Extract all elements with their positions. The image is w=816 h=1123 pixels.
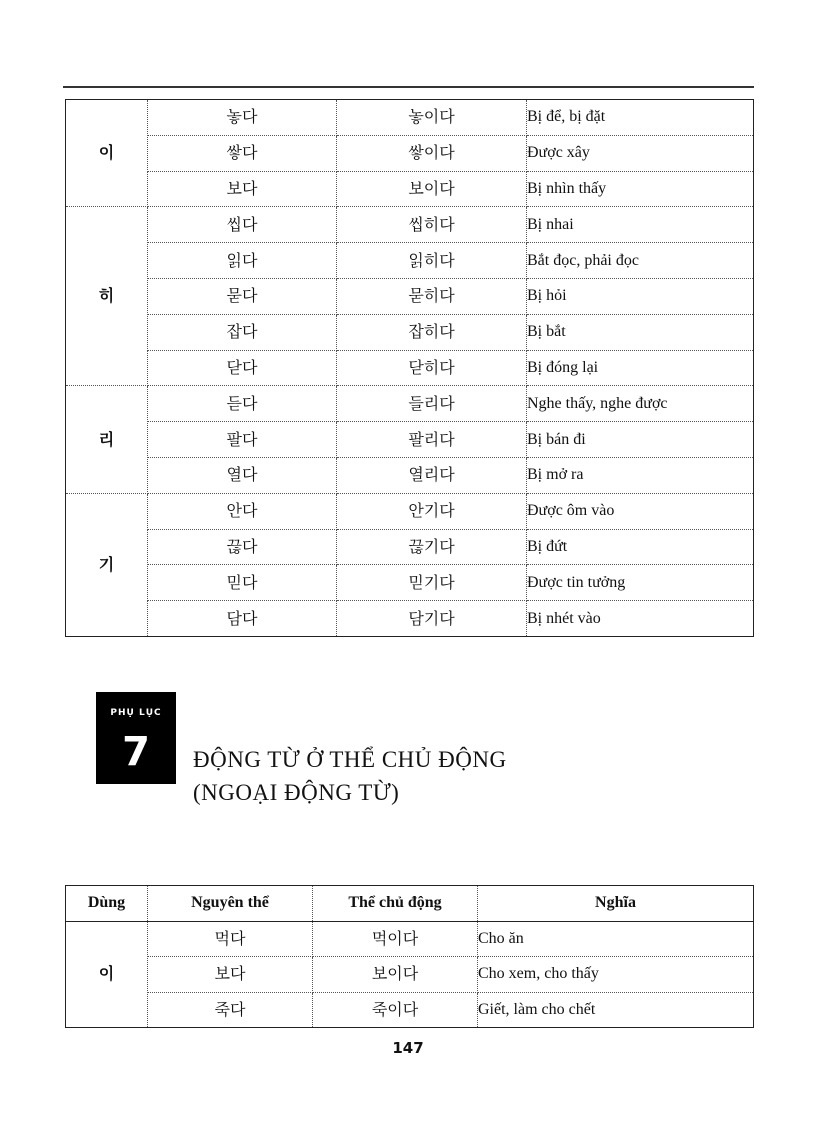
base-verb: 닫다: [148, 350, 337, 386]
meaning: Cho ăn: [478, 921, 754, 957]
derived-verb: 닫히다: [337, 350, 527, 386]
table-row: [66, 529, 754, 565]
section-subtitle: (NGOẠI ĐỘNG TỪ): [193, 780, 400, 805]
meaning: Bị nhìn thấy: [527, 171, 754, 207]
derived-verb: 먹이다: [313, 921, 478, 957]
column-header: Thể chủ động: [313, 886, 478, 922]
table-row: [66, 957, 754, 993]
base-verb: 쌓다: [148, 135, 337, 171]
meaning: Bắt đọc, phải đọc: [527, 243, 754, 279]
table-row: [66, 457, 754, 493]
table-row: [66, 992, 754, 1028]
derived-verb: 보이다: [313, 957, 478, 993]
derived-verb: 읽히다: [337, 243, 527, 279]
meaning: Cho xem, cho thấy: [478, 957, 754, 993]
passive-verb-table: [65, 99, 754, 637]
base-verb: 보다: [148, 171, 337, 207]
base-verb: 죽다: [148, 992, 313, 1028]
base-verb: 열다: [148, 457, 337, 493]
suffix-cell: 이: [66, 921, 148, 1028]
derived-verb: 들리다: [337, 386, 527, 422]
table-row: [66, 243, 754, 279]
meaning: Bị đóng lại: [527, 350, 754, 386]
appendix-badge: [96, 692, 176, 784]
meaning: Bị để, bị đặt: [527, 100, 754, 136]
base-verb: 끊다: [148, 529, 337, 565]
meaning: Bị nhai: [527, 207, 754, 243]
derived-verb: 묻히다: [337, 278, 527, 314]
meaning: Được ôm vào: [527, 493, 754, 529]
suffix-cell: 히: [66, 207, 148, 386]
base-verb: 읽다: [148, 243, 337, 279]
table-row: [66, 135, 754, 171]
table-row: [66, 493, 754, 529]
base-verb: 씹다: [148, 207, 337, 243]
suffix-cell: 이: [66, 100, 148, 207]
base-verb: 보다: [148, 957, 313, 993]
derived-verb: 보이다: [337, 171, 527, 207]
derived-verb: 팔리다: [337, 422, 527, 458]
meaning: Bị nhét vào: [527, 609, 601, 627]
meaning: Giết, làm cho chết: [478, 1000, 596, 1018]
table-row: [66, 565, 754, 601]
table-header-row: [66, 886, 754, 922]
page-number: 147: [392, 1039, 424, 1057]
appendix-label: PHỤ LỤC: [110, 708, 162, 718]
base-verb: 잡다: [148, 314, 337, 350]
table-row: [66, 386, 754, 422]
meaning: Được xây: [527, 135, 754, 171]
appendix-number: 7: [122, 729, 150, 775]
table-row: [66, 921, 754, 957]
derived-verb: 담기다: [337, 601, 527, 637]
derived-verb: 씹히다: [337, 207, 527, 243]
derived-verb: 열리다: [337, 457, 527, 493]
derived-verb: 끊기다: [337, 529, 527, 565]
table-row: [66, 278, 754, 314]
derived-verb: 믿기다: [337, 565, 527, 601]
active-verb-table: [65, 885, 754, 1028]
derived-verb: 놓이다: [337, 100, 527, 136]
base-verb: 먹다: [148, 921, 313, 957]
base-verb: 팔다: [148, 422, 337, 458]
base-verb: 안다: [148, 493, 337, 529]
meaning: Bị bán đi: [527, 422, 754, 458]
table-row: [66, 601, 754, 637]
table-row: [66, 207, 754, 243]
header-rule: [63, 86, 754, 88]
table-row: [66, 422, 754, 458]
base-verb: 묻다: [148, 278, 337, 314]
base-verb: 놓다: [148, 100, 337, 136]
meaning: Được tin tưởng: [527, 565, 754, 601]
meaning: Bị mở ra: [527, 457, 754, 493]
meaning: Bị hỏi: [527, 278, 754, 314]
table-row: [66, 314, 754, 350]
column-header: Nghĩa: [478, 886, 754, 922]
derived-verb: 잡히다: [337, 314, 527, 350]
meaning: Nghe thấy, nghe được: [527, 386, 754, 422]
table-row: [66, 100, 754, 136]
column-header: Dùng: [66, 886, 148, 922]
base-verb: 듣다: [148, 386, 337, 422]
column-header: Nguyên thể: [148, 886, 313, 922]
derived-verb: 죽이다: [313, 992, 478, 1028]
meaning: Bị bắt: [527, 314, 754, 350]
section-title: ĐỘNG TỪ Ở THỂ CHỦ ĐỘNG: [193, 747, 507, 772]
meaning: Bị đứt: [527, 529, 754, 565]
table-row: [66, 171, 754, 207]
base-verb: 믿다: [148, 565, 337, 601]
base-verb: 담다: [148, 601, 337, 637]
suffix-cell: 리: [66, 386, 148, 493]
table-row: [66, 350, 754, 386]
derived-verb: 안기다: [337, 493, 527, 529]
derived-verb: 쌓이다: [337, 135, 527, 171]
suffix-cell: 기: [66, 493, 148, 636]
